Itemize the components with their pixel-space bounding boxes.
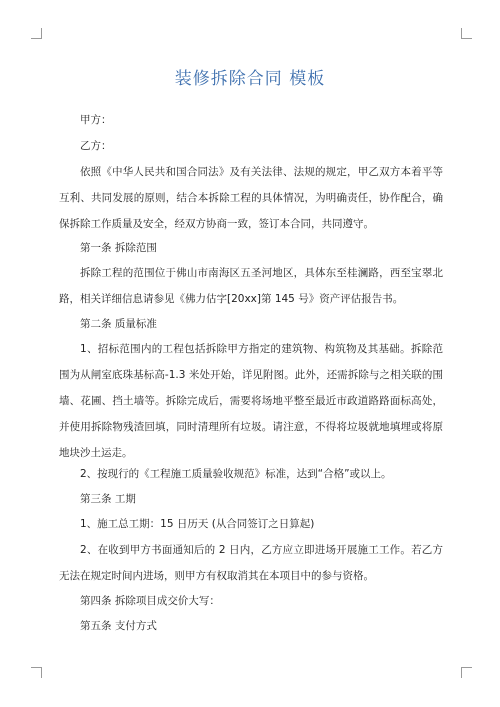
article-2-item-1: 1、招标范围内的工程包括拆除甲方指定的建筑物、构筑物及其基础。拆除范围为从闸室底珠基标高-1.3 米处开始，详见附图。此外，还需拆除与之相关联的围墙、花圃、挡土墙等。拆除完成后，需要将场地平整至最近市政道路路面标高处，并使用拆除物残渣回填，同时清理所有垃圾。请注意，不得将垃圾就地填埋或将原地块沙土运走。 xyxy=(59,343,443,459)
page-corner-mark-bottom-right xyxy=(461,667,472,678)
party-a-line: 甲方： xyxy=(80,114,112,126)
page-corner-mark-bottom-left xyxy=(31,667,42,678)
article-2-item-2: 2、按现行的《工程施工质量验收规范》标准，达到“合格”或以上。 xyxy=(80,468,392,480)
page-corner-mark-top-right xyxy=(461,28,472,39)
article-5-heading: 第五条 支付方式 xyxy=(80,620,157,632)
article-3-heading: 第三条 工期 xyxy=(80,493,136,505)
article-1-heading: 第一条 拆除范围 xyxy=(80,242,157,254)
article-4-heading: 第四条 拆除项目成交价大写： xyxy=(80,595,220,607)
document-title: 装修拆除合同 模板 xyxy=(174,69,326,89)
article-2-heading: 第二条 质量标准 xyxy=(80,318,157,330)
article-3-item-1: 1、施工总工期：15 日历天 (从合同签订之日算起) xyxy=(80,518,315,530)
party-b-line: 乙方： xyxy=(80,140,112,152)
article-1-body: 拆除工程的范围位于佛山市南海区五圣河地区，具体东至桂澜路，西至宝翠北路，相关详细信息请参见《佛力估字[20xx]第 145 号》资产评估报告书。 xyxy=(59,267,443,305)
intro-paragraph: 依照《中华人民共和国合同法》及有关法律、法规的规定，甲乙双方本着平等互利、共同发展的原则，结合本拆除工程的具体情况，为明确责任，协作配合，确保拆除工作质量及安全，经双方协商一致，签订本合同，共同遵守。 xyxy=(59,166,443,230)
page-corner-mark-top-left xyxy=(31,28,42,39)
article-3-item-2: 2、在收到甲方书面通知后的 2 日内，乙方应立即进场开展施工工作。若乙方无法在规定时间内进场，则甲方有权取消其在本项目中的参与资格。 xyxy=(59,544,443,582)
